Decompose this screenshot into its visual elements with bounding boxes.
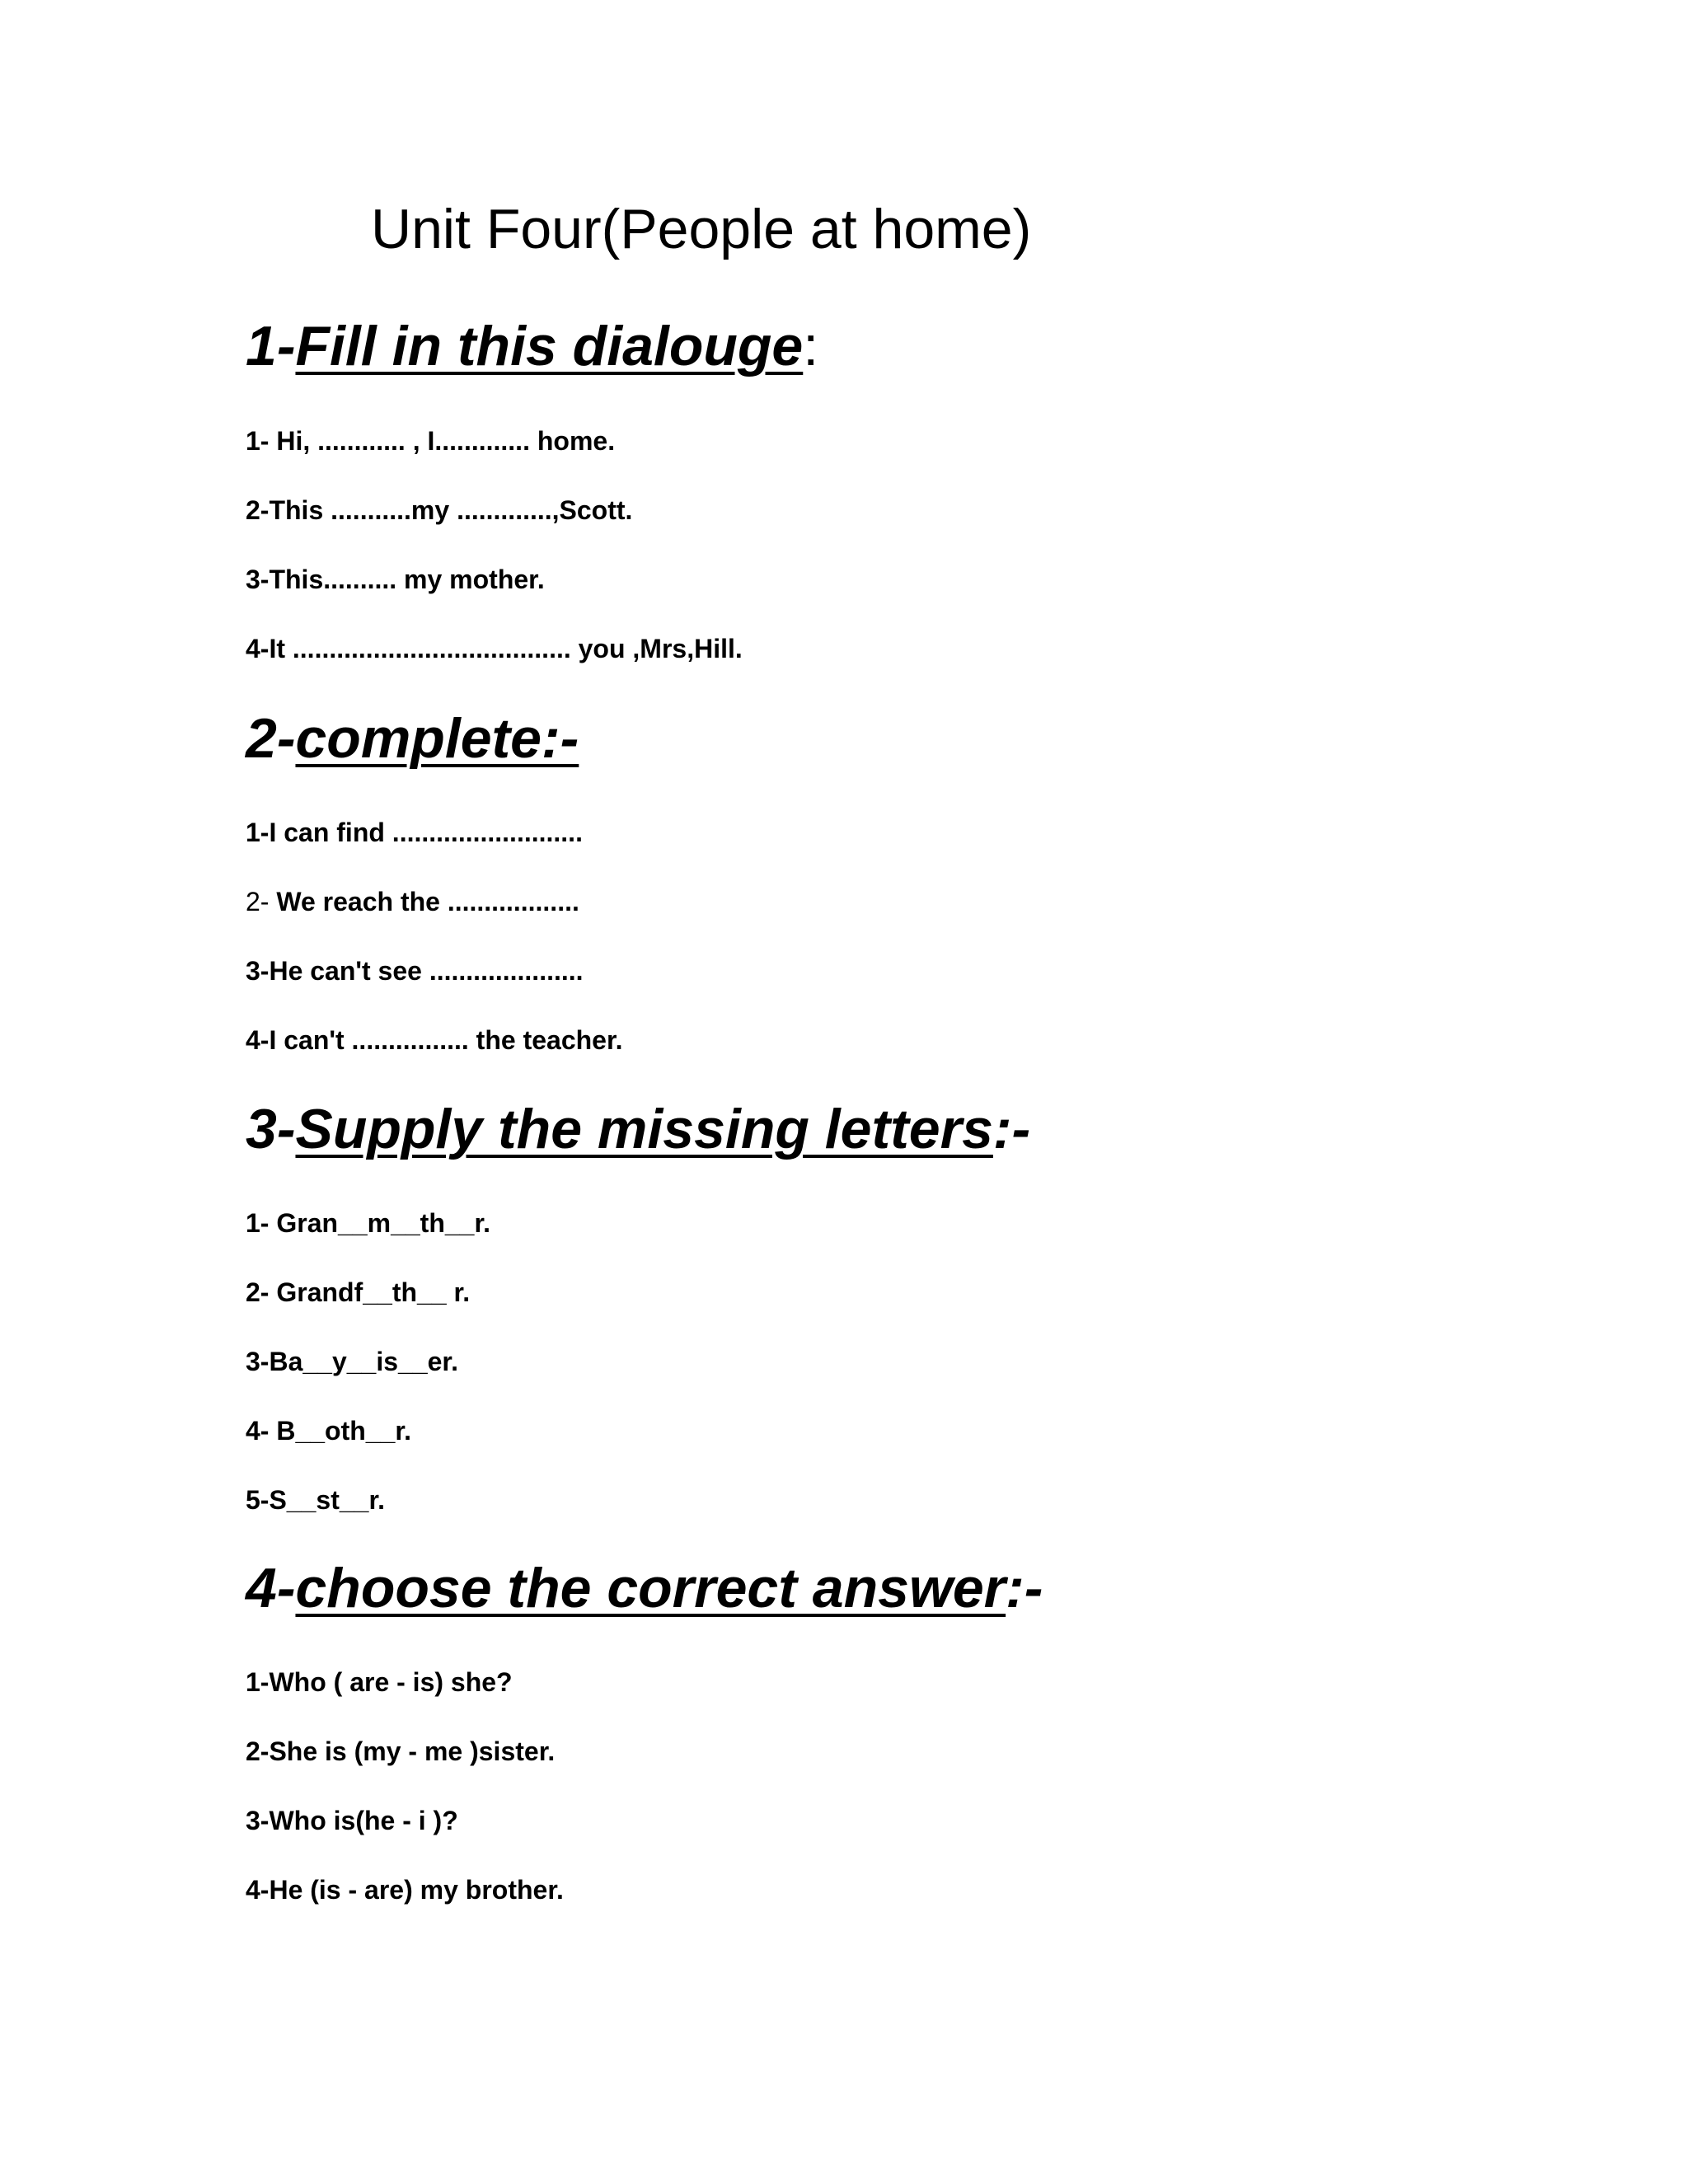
section-number: 3- <box>246 1098 296 1160</box>
list-item: 3-Who is(he - i )? <box>246 1806 458 1835</box>
item-text: We reach the .................. <box>276 887 579 916</box>
section-number: 4- <box>246 1557 296 1619</box>
section-title: Supply the missing letters <box>295 1098 993 1160</box>
list-item: 1- Hi, ............ , I............. home. <box>246 426 616 456</box>
section-number: 2- <box>246 707 296 770</box>
section-suffix: :- <box>1006 1557 1043 1619</box>
list-item: 1-I can find .......................... <box>246 818 583 847</box>
section-1-heading <box>246 315 819 377</box>
section-title: choose the correct answer <box>295 1557 1006 1619</box>
section-3-heading <box>246 1098 1031 1160</box>
list-item: 4-He (is - are) my brother. <box>246 1875 564 1905</box>
section-number: 1- <box>246 315 296 377</box>
list-item: 2-She is (my - me )sister. <box>246 1736 556 1766</box>
list-item: 3-Ba__y__is__er. <box>246 1347 458 1376</box>
section-4-heading <box>246 1557 1043 1619</box>
page-title: Unit Four(People at home) <box>371 198 1032 260</box>
section-suffix: :- <box>992 1098 1031 1160</box>
list-item: 3-He can't see ..................... <box>246 956 584 986</box>
section-title: complete:- <box>295 707 579 770</box>
list-item: 2-This ...........my .............,Scott. <box>246 495 633 525</box>
list-item: 1- Gran__m__th__r. <box>246 1208 491 1238</box>
list-item: 5-S__st__r. <box>246 1485 386 1515</box>
list-item: 3-This.......... my mother. <box>246 565 545 594</box>
section-suffix: : <box>803 315 819 377</box>
item-number: 2- <box>246 887 277 916</box>
list-item: 4-I can't ................ the teacher. <box>246 1025 623 1055</box>
list-item: 4- B__oth__r. <box>246 1416 411 1446</box>
list-item: 1-Who ( are - is) she? <box>246 1667 513 1697</box>
section-2-heading <box>246 707 579 770</box>
section-title: Fill in this dialouge <box>295 315 804 377</box>
list-item: 4-It ...................................... you ,Mrs,Hill. <box>246 634 743 663</box>
list-item: 2- Grandf__th__ r. <box>246 1277 471 1307</box>
list-item <box>246 888 579 915</box>
